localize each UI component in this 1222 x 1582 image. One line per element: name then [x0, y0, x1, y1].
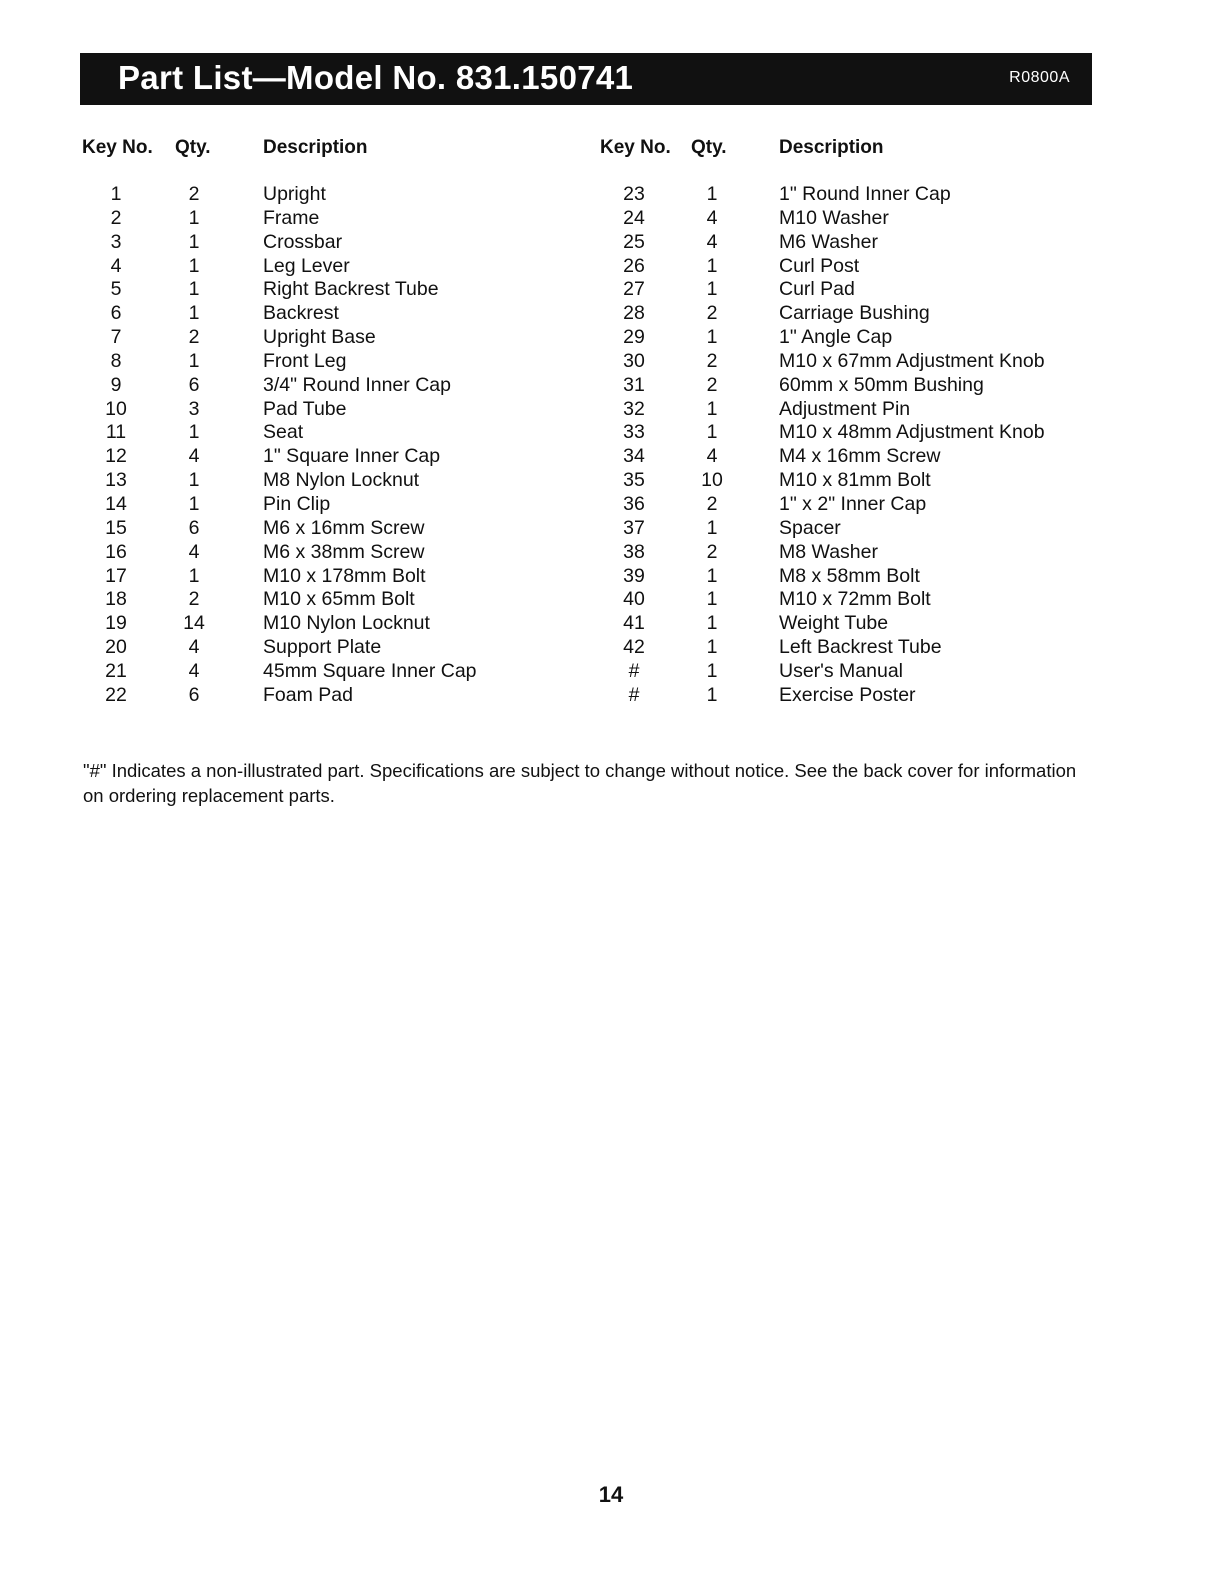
- part-quantity: 6: [188, 683, 200, 706]
- part-key-number: 5: [110, 278, 122, 301]
- part-key-number: 9: [110, 373, 122, 396]
- table-row: [0, 183, 1222, 207]
- part-quantity: 1: [706, 588, 718, 611]
- table-row: [0, 493, 1222, 517]
- part-quantity: 1: [706, 397, 718, 420]
- part-description: Spacer: [779, 516, 841, 539]
- part-description: M10 x 72mm Bolt: [779, 588, 931, 611]
- page-title: Part List—Model No. 831.150741: [118, 59, 634, 96]
- part-key-number: 2: [110, 206, 122, 229]
- part-key-number: 42: [623, 636, 645, 659]
- part-key-number: 27: [623, 278, 645, 301]
- part-quantity: 2: [706, 492, 718, 515]
- table-row: [0, 588, 1222, 612]
- table-row: [0, 374, 1222, 398]
- part-key-number: 39: [623, 564, 645, 587]
- table-row: [0, 350, 1222, 374]
- part-description: Upright Base: [263, 326, 376, 349]
- part-quantity: 1: [188, 278, 200, 301]
- part-quantity: 1: [706, 421, 718, 444]
- part-quantity: 6: [188, 373, 200, 396]
- part-description: Weight Tube: [779, 612, 889, 635]
- part-description: M10 x 65mm Bolt: [263, 588, 415, 611]
- part-description: Foam Pad: [263, 683, 353, 706]
- table-row: [0, 445, 1222, 469]
- document-code: R0800A: [1009, 69, 1070, 86]
- part-quantity: 4: [188, 540, 200, 563]
- part-quantity: 1: [188, 302, 200, 325]
- table-row: [0, 684, 1222, 708]
- part-description: User's Manual: [779, 659, 904, 682]
- table-row: [0, 612, 1222, 636]
- part-description: M10 x 81mm Bolt: [779, 469, 931, 492]
- part-quantity: 2: [706, 302, 718, 325]
- left-header-key: Key No.: [82, 137, 153, 158]
- part-quantity: 1: [188, 469, 200, 492]
- part-description: Carriage Bushing: [779, 302, 930, 325]
- part-quantity: 3: [188, 397, 200, 420]
- part-description: Frame: [263, 206, 320, 229]
- part-quantity: 1: [188, 254, 200, 277]
- part-description: Right Backrest Tube: [263, 278, 439, 301]
- table-row: [0, 541, 1222, 565]
- right-parts-table: [0, 183, 1222, 708]
- part-key-number: 13: [105, 469, 127, 492]
- page-number: 14: [598, 1482, 624, 1507]
- table-row: [0, 255, 1222, 279]
- part-description: Crossbar: [263, 230, 343, 253]
- part-key-number: 23: [623, 183, 645, 205]
- part-quantity: 2: [706, 373, 718, 396]
- part-quantity: 2: [188, 326, 200, 349]
- part-description: Pad Tube: [263, 397, 347, 420]
- right-header-key: Key No.: [600, 137, 671, 158]
- table-row: [0, 517, 1222, 541]
- part-description: M6 x 16mm Screw: [263, 516, 425, 539]
- part-description: Support Plate: [263, 636, 382, 659]
- table-row: [0, 326, 1222, 350]
- right-header-description: Description: [779, 137, 884, 158]
- part-key-number: 20: [105, 636, 127, 659]
- part-description: M8 Washer: [779, 540, 878, 563]
- part-key-number: 15: [105, 516, 127, 539]
- part-quantity: 1: [706, 612, 718, 635]
- table-row: [0, 207, 1222, 231]
- part-quantity: 4: [188, 636, 200, 659]
- part-description: 1" Round Inner Cap: [779, 183, 951, 205]
- table-row: [0, 398, 1222, 422]
- part-description: 3/4" Round Inner Cap: [263, 373, 451, 396]
- part-key-number: 30: [623, 349, 645, 372]
- part-quantity: 1: [706, 183, 718, 205]
- part-key-number: 11: [105, 421, 127, 444]
- left-header-qty: Qty.: [175, 137, 211, 158]
- part-quantity: 14: [183, 612, 205, 635]
- part-key-number: 22: [105, 683, 127, 706]
- part-key-number: 12: [105, 445, 127, 468]
- part-key-number: 34: [623, 445, 645, 468]
- part-key-number: 33: [623, 421, 645, 444]
- part-key-number: 24: [623, 206, 645, 229]
- part-key-number: 14: [105, 492, 127, 515]
- part-key-number: 37: [623, 516, 645, 539]
- part-description: 1" Angle Cap: [779, 326, 893, 349]
- part-key-number: 29: [623, 326, 645, 349]
- part-description: Adjustment Pin: [779, 397, 911, 420]
- part-key-number: 25: [623, 230, 645, 253]
- part-key-number: 41: [623, 612, 645, 635]
- part-description: 45mm Square Inner Cap: [263, 659, 477, 682]
- part-quantity: 10: [701, 469, 723, 492]
- part-quantity: 1: [706, 254, 718, 277]
- part-quantity: 1: [706, 636, 718, 659]
- table-row: [0, 565, 1222, 589]
- part-key-number: 10: [105, 397, 127, 420]
- table-row: [0, 636, 1222, 660]
- table-row: [0, 469, 1222, 493]
- part-quantity: 2: [188, 588, 200, 611]
- part-key-number: 36: [623, 492, 645, 515]
- part-quantity: 1: [188, 421, 200, 444]
- part-key-number: 21: [105, 659, 127, 682]
- part-key-number: #: [628, 659, 640, 682]
- part-description: 1" x 2" Inner Cap: [779, 492, 927, 515]
- part-description: Pin Clip: [263, 492, 331, 515]
- part-quantity: 1: [188, 206, 200, 229]
- part-key-number: 28: [623, 302, 645, 325]
- part-key-number: 35: [623, 469, 645, 492]
- part-description: M10 Washer: [779, 206, 889, 229]
- part-description: Front Leg: [263, 349, 347, 372]
- part-description: Curl Pad: [779, 278, 855, 301]
- part-key-number: 18: [105, 588, 127, 611]
- part-description: Curl Post: [779, 254, 860, 277]
- part-key-number: 31: [623, 373, 645, 396]
- part-description: M6 x 38mm Screw: [263, 540, 425, 563]
- part-quantity: 1: [188, 230, 200, 253]
- part-quantity: 4: [706, 206, 718, 229]
- table-row: [0, 302, 1222, 326]
- part-description: M10 x 178mm Bolt: [263, 564, 426, 587]
- part-key-number: 40: [623, 588, 645, 611]
- part-description: M10 Nylon Locknut: [263, 612, 430, 635]
- part-quantity: 6: [188, 516, 200, 539]
- part-quantity: 2: [706, 540, 718, 563]
- part-quantity: 1: [706, 659, 718, 682]
- part-description: 60mm x 50mm Bushing: [779, 373, 984, 396]
- part-quantity: 2: [188, 183, 200, 205]
- left-header-description: Description: [263, 137, 368, 158]
- part-key-number: 6: [110, 302, 122, 325]
- part-quantity: 1: [706, 683, 718, 706]
- part-description: 1" Square Inner Cap: [263, 445, 441, 468]
- part-key-number: 1: [110, 183, 122, 205]
- part-key-number: 8: [110, 349, 122, 372]
- part-description: M10 x 67mm Adjustment Knob: [779, 349, 1045, 372]
- part-description: Leg Lever: [263, 254, 350, 277]
- part-description: M4 x 16mm Screw: [779, 445, 941, 468]
- part-quantity: 1: [706, 516, 718, 539]
- part-quantity: 1: [706, 326, 718, 349]
- part-description: M8 x 58mm Bolt: [779, 564, 920, 587]
- footnote: "#" Indicates a non-illustrated part. Specifications are subject to change without notice. See the back cover for information on ordering replacement parts.: [83, 760, 1077, 806]
- part-description: M6 Washer: [779, 230, 878, 253]
- part-key-number: 32: [623, 397, 645, 420]
- part-description: Exercise Poster: [779, 683, 916, 706]
- part-key-number: 4: [110, 254, 122, 277]
- part-key-number: 19: [105, 612, 127, 635]
- part-quantity: 4: [188, 659, 200, 682]
- table-row: [0, 231, 1222, 255]
- part-key-number: 7: [110, 326, 122, 349]
- part-description: Left Backrest Tube: [779, 636, 942, 659]
- part-description: Upright: [263, 183, 326, 205]
- table-row: [0, 660, 1222, 684]
- part-description: Backrest: [263, 302, 339, 325]
- part-quantity: 1: [188, 349, 200, 372]
- part-description: M10 x 48mm Adjustment Knob: [779, 421, 1045, 444]
- part-quantity: 4: [188, 445, 200, 468]
- part-quantity: 2: [706, 349, 718, 372]
- table-row: [0, 421, 1222, 445]
- part-quantity: 4: [706, 230, 718, 253]
- part-quantity: 1: [706, 278, 718, 301]
- part-quantity: 1: [706, 564, 718, 587]
- part-quantity: 4: [706, 445, 718, 468]
- part-description: M8 Nylon Locknut: [263, 469, 420, 492]
- title-bar: [80, 53, 1092, 105]
- part-description: Seat: [263, 421, 304, 444]
- part-quantity: 1: [188, 564, 200, 587]
- part-quantity: 1: [188, 492, 200, 515]
- part-key-number: 17: [105, 564, 127, 587]
- part-key-number: 16: [105, 540, 127, 563]
- part-key-number: #: [628, 683, 640, 706]
- table-row: [0, 278, 1222, 302]
- part-key-number: 3: [110, 230, 122, 253]
- right-header-qty: Qty.: [691, 137, 727, 158]
- part-key-number: 26: [623, 254, 645, 277]
- part-key-number: 38: [623, 540, 645, 563]
